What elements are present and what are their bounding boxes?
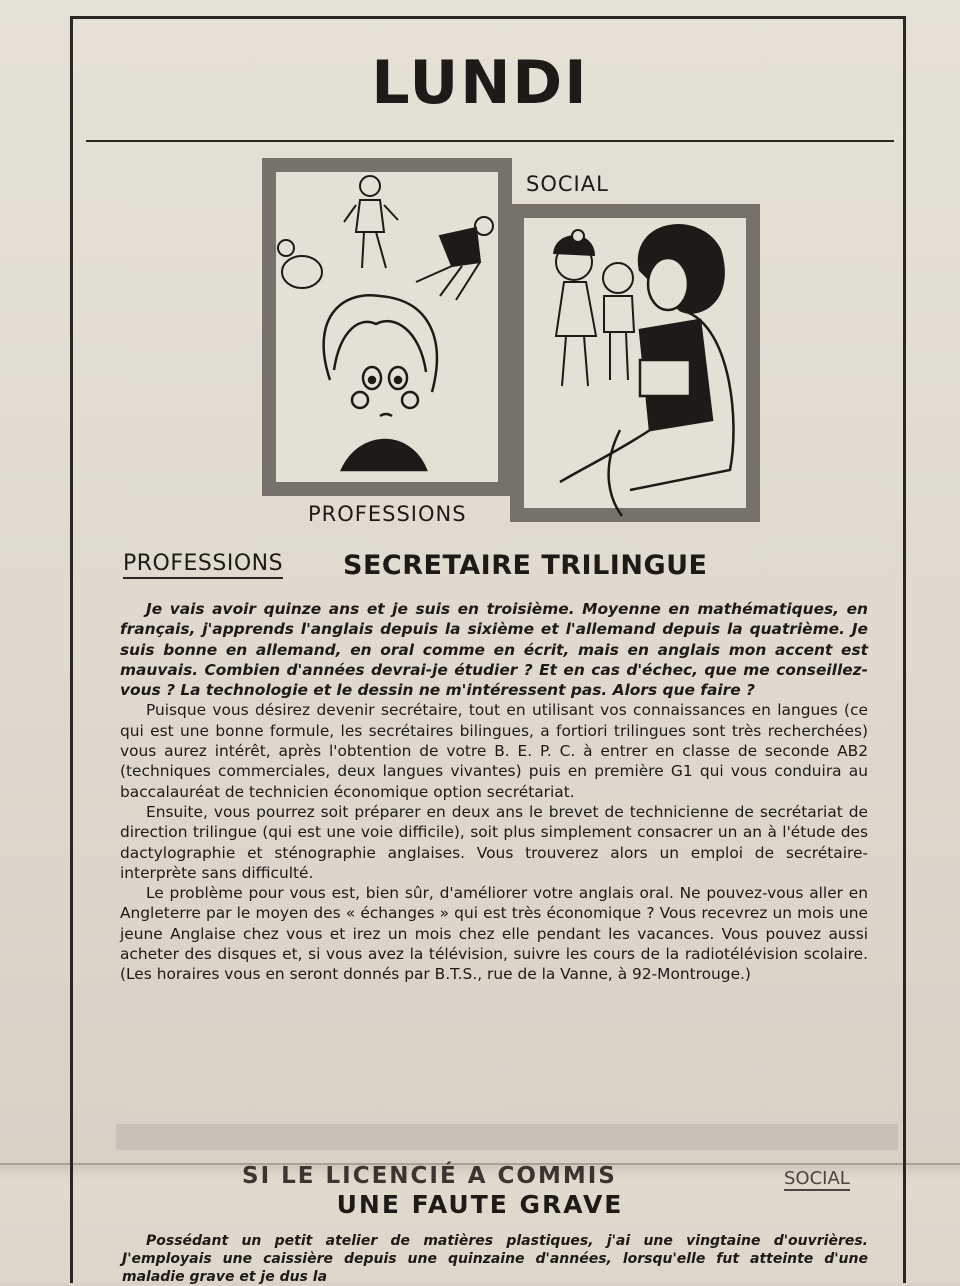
baby-figure [278, 240, 322, 288]
illustration-label-professions: PROFESSIONS [308, 502, 467, 526]
child-figure-top [344, 176, 398, 268]
boy-figure-right [603, 263, 634, 380]
illustration-label-social: SOCIAL [526, 172, 609, 196]
grey-divider-band [116, 1124, 898, 1150]
answer-paragraph: Ensuite, vous pourrez soit préparer en deux ans le brevet de technicienne de secrétariat de direction trilingue (qui est une voie difficile), soit plus simplement consacrer un an à l'étude des dactylographie et sténographie anglaises. Vous trouverez alors un emploi de secrétaire-interprète sans difficulté. [120, 802, 868, 882]
article-body [120, 599, 868, 985]
answer-paragraph: Le problème pour vous est, bien sûr, d'améliorer votre anglais oral. Ne pouvez-vous aller en Angleterre par le moyen des « échanges » qui est très économique ? Vous recevrez un mois une jeune Anglaise chez vous et irez un mois chez elle pendant les vacances. Vous pouvez aussi acheter des disques et, si vous avez la télévision, suivre les cours de la radiotélévision scolaire. (Les horaires vous en seront donnés par B.T.S., rue de la Vanne, à 92-Montrouge.) [120, 884, 868, 984]
article-title: SECRETAIRE TRILINGUE [343, 550, 708, 581]
section-label: PROFESSIONS [123, 551, 283, 579]
child-figure-running [416, 217, 493, 300]
girl-figure-right [554, 230, 596, 386]
answer-paragraph: Puisque vous désirez devenir secrétaire, tout en utilisant vos connaissances en langues (ce qui est une bonne formule, les secrétaires bilingues, a fortiori trilingues sont très recherchées) vous aurez intérêt, après l'obtention de votre B. E. P. C. à entrer en classe de seconde AB2 (techniques commerciales, deux langues vivantes) puis en première G1 qui vous conduira au baccalauréat de technicien économique option secrétariat. [120, 701, 868, 801]
girl-face-left [324, 295, 437, 470]
day-title: LUNDI [371, 48, 589, 118]
reader-question: Je vais avoir quinze ans et je suis en troisième. Moyenne en mathématiques, en français, j'apprends l'anglais depuis la sixième et l'allemand depuis la quatrième. Je suis bonne en allemand, en oral comme en écrit, mais en anglais mon accent est mauvais. Combien d'années devrai-je étudier ? Et en cas d'échec, que me conseillez-vous ? La technologie et le dessin ne m'intéressent pas. Alors que faire ? [120, 600, 868, 700]
next-article-intro: Possédant un petit atelier de matières plastiques, j'ai une vingtaine d'ouvrières. J'employais une caissière depuis une quinzaine d'années, lorsqu'elle fut atteinte d'une maladie grave et je dus la [122, 1233, 868, 1285]
next-article-title-line2: UNE FAUTE GRAVE [336, 1190, 624, 1219]
next-article-section: SOCIAL [784, 1168, 850, 1189]
next-article-title-line1: SI LE LICENCIÉ A COMMIS [242, 1163, 617, 1189]
